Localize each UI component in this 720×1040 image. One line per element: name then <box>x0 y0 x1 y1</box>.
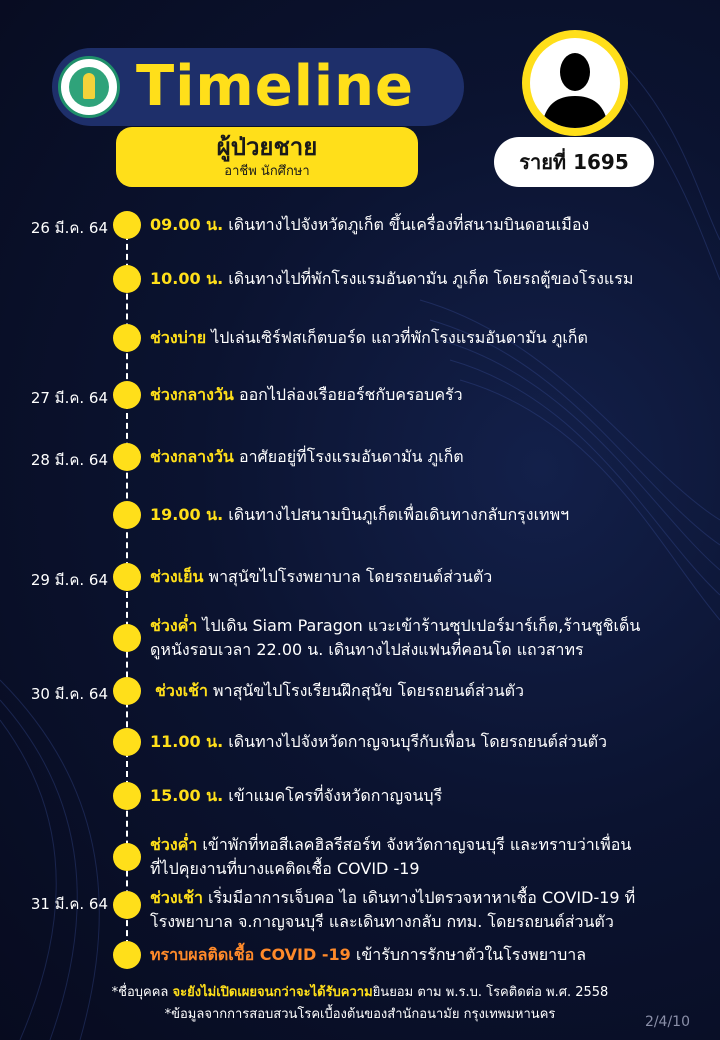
entry-date: 27 มี.ค. 64 <box>30 389 108 407</box>
bangkok-seal-icon <box>58 56 120 118</box>
timeline-dot <box>113 443 141 471</box>
entry-text: ช่วงค่ำ ไปเดิน Siam Paragon แวะเข้าร้านซุปเปอร์มาร์เก็ต,ร้านซูชิเด็น ดูหนังรอบเวลา 22.00 น. เดินทางไปส่งแฟนที่คอนโด แถวสาทร <box>150 616 641 659</box>
entry-text: ช่วงเช้า พาสุนัขไปโรงเรียนฝึกสุนัข โดยรถยนต์ส่วนตัว <box>155 681 524 700</box>
timeline-dot <box>113 324 141 352</box>
timeline-dot <box>113 843 141 871</box>
source-note: *ข้อมูลจากการสอบสวนโรคเบื้องต้นของสำนักอนามัย กรุงเทพมหานคร <box>164 1007 556 1022</box>
timeline-dot <box>113 624 141 652</box>
entry-text: ช่วงกลางวัน อาศัยอยู่ที่โรงแรมอันดามัน ภูเก็ต <box>150 447 464 466</box>
entry-text: 19.00 น. เดินทางไปสนามบินภูเก็ตเพื่อเดินทางกลับกรุงเทพฯ <box>150 505 570 524</box>
entry-text: ช่วงกลางวัน ออกไปล่องเรือยอร์ชกับครอบครัว <box>150 385 463 404</box>
entry-text: 09.00 น. เดินทางไปจังหวัดภูเก็ต ขึ้นเครื่องที่สนามบินดอนเมือง <box>150 215 590 234</box>
person-silhouette-icon <box>530 38 620 128</box>
timeline-dot <box>113 265 141 293</box>
entry-date: 29 มี.ค. 64 <box>30 571 108 589</box>
entry-text: ช่วงเช้า เริ่มมีอาการเจ็บคอ ไอ เดินทางไปตรวจหาหาเชื้อ COVID-19 ที่ โรงพยาบาล จ.กาญจนบุรี และเดินทางกลับ กทม. โดยรถยนต์ส่วนตัว <box>150 888 636 931</box>
timeline-dot <box>113 941 141 969</box>
timeline-dot <box>113 782 141 810</box>
timeline-dot <box>113 891 141 919</box>
entry-text: ช่วงบ่าย ไปเล่นเซิร์ฟสเก็ตบอร์ด แถวที่พักโรงแรมอันดามัน ภูเก็ต <box>150 328 588 347</box>
timeline-dot <box>113 211 141 239</box>
page-title: Timeline <box>136 54 414 119</box>
case-number-badge: รายที่ 1695 <box>494 137 654 187</box>
patient-gender: ผู้ป่วยชาย <box>216 133 318 161</box>
timeline-dot <box>113 677 141 705</box>
entry-text: ช่วงค่ำ เข้าพักที่ทอสีเลคฮิลรีสอร์ท จังหวัดกาญจนบุรี และทราบว่าเพื่อน ที่ไปคุยงานที่บางแคติดเชื้อ COVID -19 <box>150 835 632 878</box>
timeline-dot <box>113 501 141 529</box>
page-number: 2/4/10 <box>644 1014 690 1030</box>
entry-date: 26 มี.ค. 64 <box>30 219 108 237</box>
footer-notes <box>20 982 700 1026</box>
timeline-dot <box>113 381 141 409</box>
entry-date: 30 มี.ค. 64 <box>30 685 108 703</box>
privacy-note: *ชื่อบุคคล จะยังไม่เปิดเผยจนกว่าจะได้รับความยินยอม ตาม พ.ร.บ. โรคติดต่อ พ.ศ. 2558 <box>111 985 609 1000</box>
entry-text: 11.00 น. เดินทางไปจังหวัดกาญจนบุรีกับเพื่อน โดยรถยนต์ส่วนตัว <box>150 732 608 751</box>
entry-date: 28 มี.ค. 64 <box>30 451 108 469</box>
entry-date: 31 มี.ค. 64 <box>30 895 108 913</box>
patient-occupation: อาชีพ นักศึกษา <box>224 164 310 179</box>
avatar <box>522 30 628 136</box>
patient-label <box>116 127 418 187</box>
entry-text: 10.00 น. เดินทางไปที่พักโรงแรมอันดามัน ภูเก็ต โดยรถตู้ของโรงแรม <box>150 269 634 288</box>
entry-text: 15.00 น. เข้าแมคโครที่จังหวัดกาญจนบุรี <box>150 786 443 805</box>
entry-text: ทราบผลติดเชื้อ COVID -19 เข้ารับการรักษาตัวในโรงพยาบาล <box>150 945 587 964</box>
entry-text: ช่วงเย็น พาสุนัขไปโรงพยาบาล โดยรถยนต์ส่วนตัว <box>150 567 493 586</box>
timeline-dot <box>113 728 141 756</box>
timeline-dot <box>113 563 141 591</box>
